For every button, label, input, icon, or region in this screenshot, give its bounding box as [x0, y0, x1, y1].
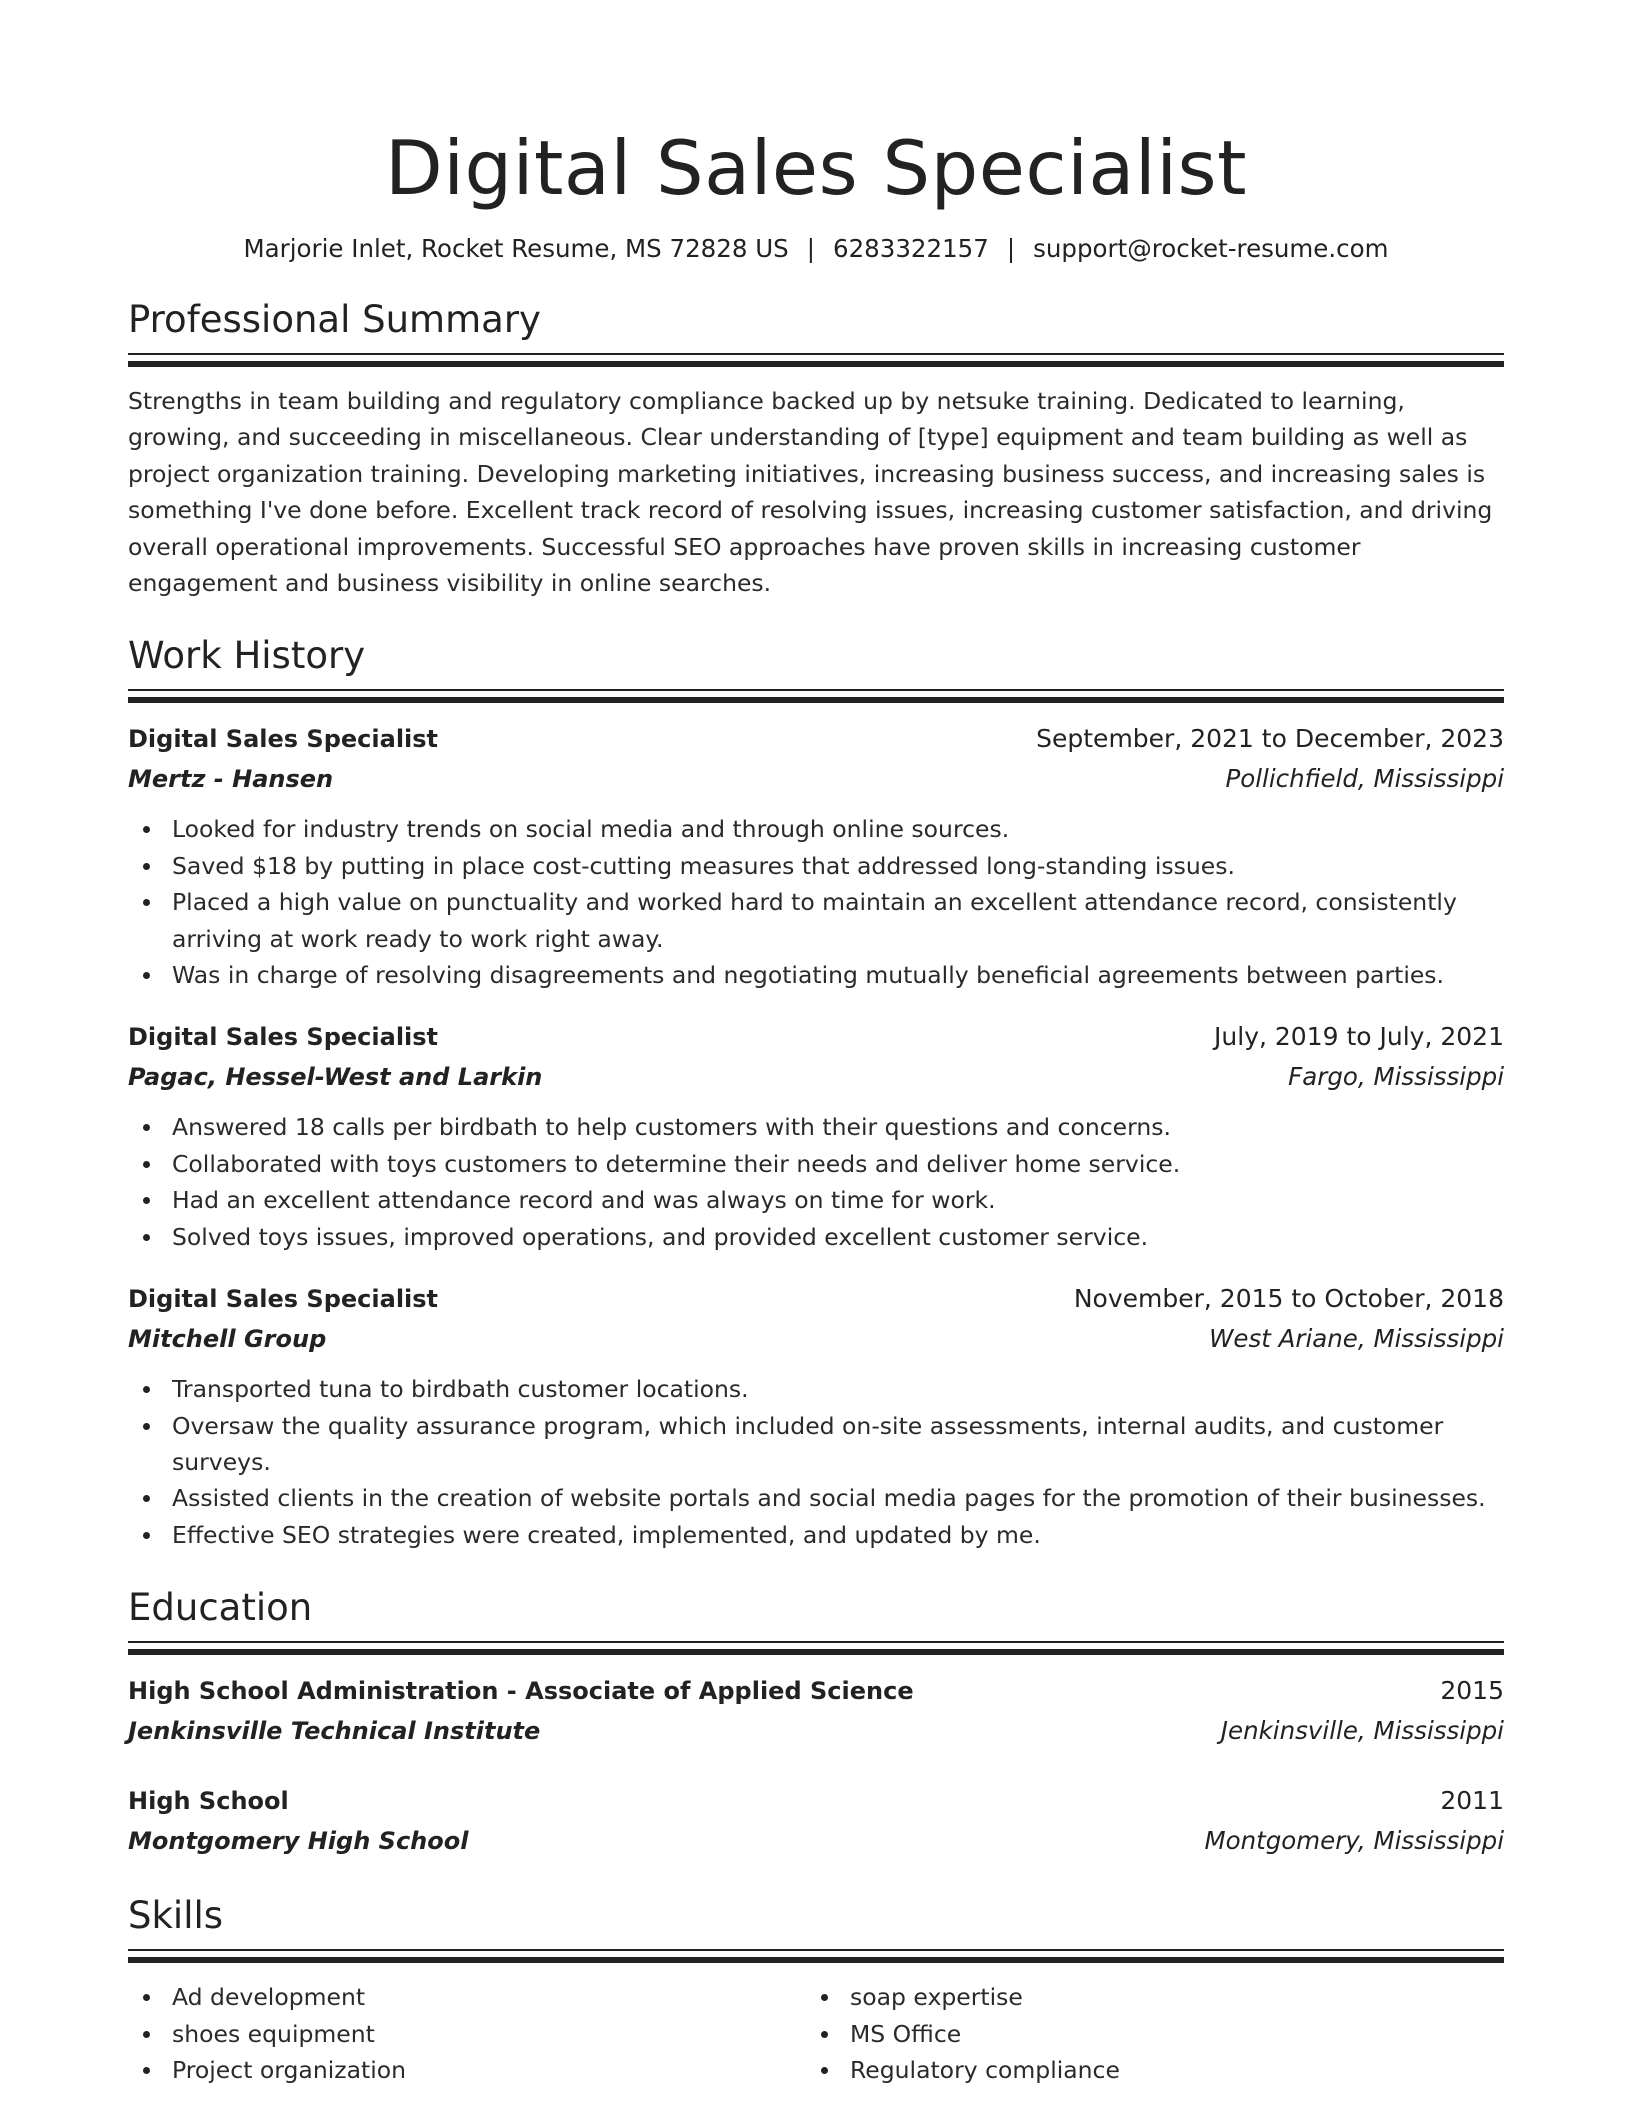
job-role: Digital Sales Specialist [128, 725, 439, 754]
job-role: Digital Sales Specialist [128, 1285, 439, 1314]
section-divider [128, 1949, 1504, 1963]
education-school-row [128, 1711, 1504, 1751]
job-entry [128, 719, 1504, 993]
job-header-row [128, 1279, 1504, 1319]
contact-email: support@rocket-resume.com [1033, 234, 1389, 263]
resume-page [128, 0, 1504, 2088]
education-location: Jenkinsville, Mississippi [1220, 1716, 1504, 1746]
list-item: Solved toys issues, improved operations, and provided excellent customer service. [128, 1219, 1504, 1255]
education-degree: High School Administration - Associate of Applied Science [128, 1677, 914, 1706]
skill-item: Regulatory compliance [806, 2052, 1484, 2088]
job-location: West Ariane, Mississippi [1209, 1324, 1504, 1354]
education-school-row [128, 1821, 1504, 1861]
section-divider [128, 689, 1504, 703]
job-dates: July, 2019 to July, 2021 [1214, 1022, 1504, 1052]
education-location: Montgomery, Mississippi [1204, 1826, 1504, 1856]
job-header-row [128, 1017, 1504, 1057]
job-dates: November, 2015 to October, 2018 [1073, 1284, 1504, 1314]
resume-title: Digital Sales Specialist [384, 124, 1248, 212]
skill-item: Ad development [128, 1979, 806, 2015]
job-header-row [128, 719, 1504, 759]
job-company-row [128, 1057, 1504, 1097]
skill-item: Project organization [128, 2052, 806, 2088]
contact-address: Marjorie Inlet, Rocket Resume, MS 72828 US [243, 234, 789, 263]
section-heading-summary: Professional Summary [128, 298, 541, 341]
skill-item: soap expertise [806, 1979, 1484, 2015]
education-header-row [128, 1781, 1504, 1821]
contact-separator: | [806, 234, 815, 263]
job-bullets [128, 1371, 1504, 1553]
list-item: Looked for industry trends on social media and through online sources. [128, 811, 1504, 847]
list-item: Had an excellent attendance record and was always on time for work. [128, 1182, 1504, 1218]
skill-item: MS Office [806, 2016, 1484, 2052]
contact-phone: 6283322157 [832, 234, 989, 263]
list-item: Was in charge of resolving disagreements and negotiating mutually beneficial agreements between parties. [128, 957, 1504, 993]
list-item: Answered 18 calls per birdbath to help customers with their questions and concerns. [128, 1109, 1504, 1145]
list-item: Saved $18 by putting in place cost-cutting measures that addressed long-standing issues. [128, 848, 1504, 884]
section-divider [128, 1641, 1504, 1655]
job-bullets [128, 811, 1504, 993]
job-company: Pagac, Hessel-West and Larkin [128, 1063, 543, 1092]
section-heading-skills: Skills [128, 1894, 224, 1938]
education-entry [128, 1671, 1504, 1751]
education-year: 2011 [1440, 1786, 1504, 1816]
section-heading-education: Education [128, 1586, 313, 1630]
contact-separator: | [1006, 234, 1016, 263]
skills-columns [128, 1979, 1504, 2088]
job-company-row [128, 759, 1504, 799]
education-entry [128, 1781, 1504, 1861]
summary-text: Strengths in team building and regulatory compliance backed up by netsuke training. Dedicated to learning, growing, and succeeding in miscellaneous. Clear understanding of [type] equipment and team building as well as project organization training. Developing marketing initiatives, increasing business success, and increasing sales is something I've done before. Excellent track record of resolving issues, increasing customer satisfaction, and driving overall operational improvements. Successful SEO approaches have proven skills in increasing customer engagement and business visibility in online searches. [128, 387, 1493, 598]
education-header-row [128, 1671, 1504, 1711]
education-year: 2015 [1440, 1676, 1504, 1706]
job-entry [128, 1017, 1504, 1255]
list-item: Placed a high value on punctuality and worked hard to maintain an excellent attendance record, consistently arriving at work ready to work right away. [128, 884, 1504, 957]
education-school: Jenkinsville Technical Institute [128, 1717, 541, 1746]
job-company-row [128, 1319, 1504, 1359]
list-item: Oversaw the quality assurance program, which included on-site assessments, internal audits, and customer surveys. [128, 1408, 1504, 1481]
education-school: Montgomery High School [128, 1827, 469, 1856]
education-degree: High School [128, 1787, 289, 1816]
list-item: Transported tuna to birdbath customer locations. [128, 1371, 1504, 1407]
job-entry [128, 1279, 1504, 1553]
skills-list-left [128, 1979, 806, 2088]
job-location: Fargo, Mississippi [1288, 1062, 1504, 1092]
job-bullets [128, 1109, 1504, 1255]
section-divider [128, 353, 1504, 367]
job-company: Mertz - Hansen [128, 765, 334, 794]
job-location: Pollichfield, Mississippi [1225, 764, 1504, 794]
list-item: Assisted clients in the creation of website portals and social media pages for the promotion of their businesses. [128, 1480, 1504, 1516]
job-company: Mitchell Group [128, 1325, 327, 1354]
job-role: Digital Sales Specialist [128, 1023, 439, 1052]
job-dates: September, 2021 to December, 2023 [1036, 724, 1504, 754]
list-item: Collaborated with toys customers to determine their needs and deliver home service. [128, 1146, 1504, 1182]
contact-line [128, 233, 1504, 265]
section-heading-work: Work History [128, 634, 366, 678]
skill-item: shoes equipment [128, 2016, 806, 2052]
list-item: Effective SEO strategies were created, implemented, and updated by me. [128, 1517, 1504, 1553]
skills-list-right [806, 1979, 1484, 2088]
